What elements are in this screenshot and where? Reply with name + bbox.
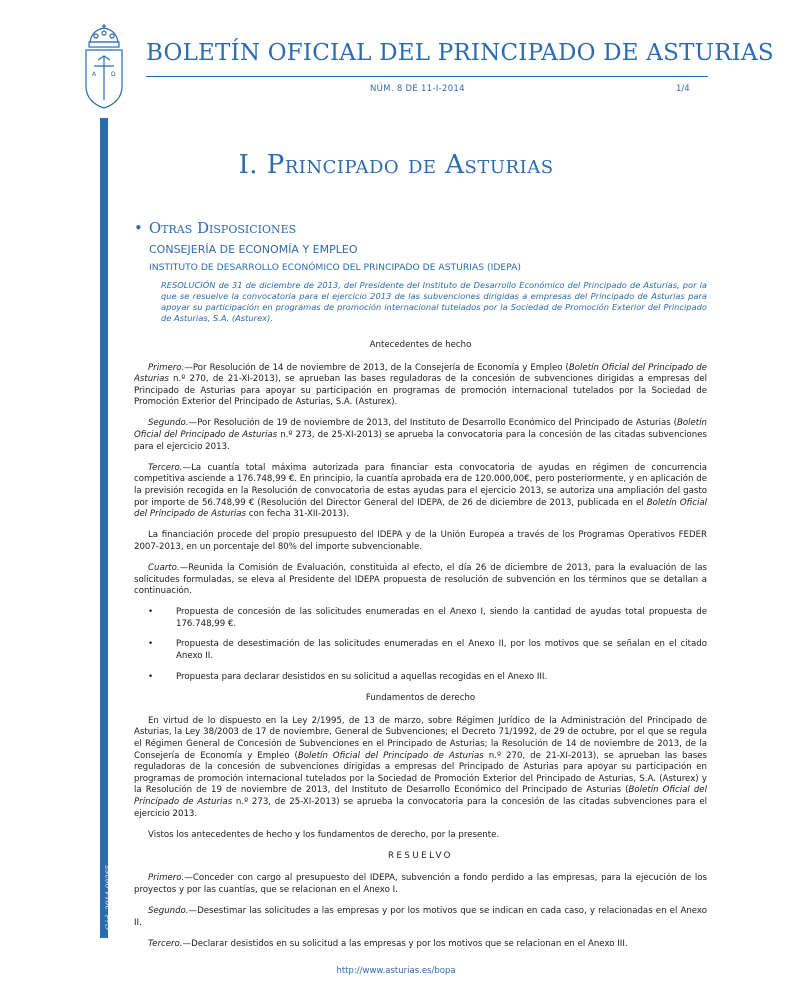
document-body: [134, 340, 707, 960]
subsection-title: [134, 219, 296, 237]
list-item: [134, 672, 707, 684]
lead: Tercero.: [148, 938, 183, 949]
bullet-icon: •: [134, 219, 143, 237]
text: n.º 273, de 25-XI-2013) se aprueba la convocatoria para la concesión de las citadas subvenciones para el ejercicio 2013.: [134, 796, 707, 819]
bullet-icon: •: [148, 671, 154, 682]
paragraph-resuelvo-primero: [134, 873, 707, 896]
journal-name: Boletín Oficial del Principado de Asturias: [134, 497, 707, 520]
paragraph-primero: [134, 363, 707, 409]
text: —Desestimar las solicitudes a las empresas y por los motivos que se indican en cada caso, y relacionadas en el Anexo II.: [134, 905, 707, 928]
lead: Segundo.: [148, 418, 189, 429]
bulletin-title: BOLETÍN OFICIAL DEL PRINCIPADO DE ASTURIAS: [146, 40, 774, 66]
text: —Por Resolución de 14 de noviembre de 2013, de la Consejería de Economía y Empleo (: [184, 362, 569, 373]
issue-number: NÚM. 8 DE 11-I-2014: [370, 84, 465, 94]
list-item-text: Propuesta para declarar desistidos en su solicitud a aquellas recogidas en el Anexo III.: [176, 671, 548, 682]
resuelvo-heading: RESUELVO: [388, 850, 453, 861]
text: —Por Resolución de 19 de noviembre de 2013, del Instituto de Desarrollo Económico del Principado de Asturias (: [188, 418, 677, 429]
instituto-name: INSTITUTO DE DESARROLLO ECONÓMICO DEL PRINCIPADO DE ASTURIAS (IDEPA): [149, 262, 522, 273]
paragraph-tercero: [134, 463, 707, 521]
text: n.º 270, de 21-XI-2013), se aprueban las bases reguladoras de la concesión de subvenciones dirigidas a empresas del Principado de Asturias para apoyar su participación en programas de promoción internacional tutelados por la Sociedad de Promoción Exterior del Principado de Asturias, S.A. (Asturex) y la Resolución de 19 de noviembre de 2013, del Instituto de Desarrollo Económico del Principado de Asturias (: [134, 750, 708, 796]
section-title: I. Principado de Asturias: [238, 150, 554, 180]
list-item-text: Propuesta de desestimación de las solicitudes enumeradas en el Anexo II, por los motivos que se señalan en el citado Anexo II.: [176, 639, 707, 661]
lead: Tercero.: [148, 462, 183, 473]
paragraph-segundo: [134, 418, 707, 453]
paragraph-financiacion: La financiación procede del propio presupuesto del IDEPA y de la Unión Europea a través de los Programas Operativos FEDER 2007-2013, en un porcentaje del 80% del importe subvencionable.: [134, 530, 707, 552]
list-item: [134, 607, 707, 630]
paragraph-resuelvo-tercero: [134, 939, 707, 951]
resolution-summary: RESOLUCIÓN de 31 de diciembre de 2013, del Presidente del Instituto de Desarrollo Económico del Principado de Asturias, por la que se resuelve la convocatoria para el ejercicio 2013 de las subvenciones dirigidas a empresas del Principado de Asturias para apoyar su participación en programas de promoción internacional tutelados por la Sociedad de Promoción Exterior del Principado de Asturias, S.A. (Asturex).: [161, 280, 707, 323]
text: —Declarar desistidos en su solicitud a las empresas y por los motivos que se relacionan en el Anexo III.: [182, 938, 628, 949]
side-bar: [100, 118, 108, 938]
journal-name: Boletín Oficial del Principado de Asturias: [134, 418, 707, 441]
coat-of-arms-icon: [80, 24, 128, 110]
svg-text:Ω: Ω: [111, 71, 116, 78]
antecedentes-heading: Antecedentes de hecho: [369, 340, 472, 350]
journal-name: Boletín Oficial del Principado de Asturias: [297, 750, 484, 761]
journal-name: Boletín Oficial del Principado de Asturias: [134, 362, 707, 385]
text: n.º 273, de 25-XI-2013) se aprueba la convocatoria para la concesión de las citadas subvenciones para el ejercicio 2013.: [134, 430, 707, 452]
text: —Conceder con cargo al presupuesto del IDEPA, subvención a fondo perdido a las empresas, para la ejecución de los proyectos y por las cuantías, que se relacionan en el Anexo I.: [134, 873, 707, 895]
lead: Segundo.: [148, 905, 189, 916]
list-item: [134, 639, 707, 662]
text: En virtud de lo dispuesto en la Ley 2/1995, de 13 de marzo, sobre Régimen Jurídico de la Administración del Principado de Asturias, la Ley 38/2003 de 17 de noviembre, General de Subvenciones; el Decreto 71/1992, de 29 de octubre, por el que se regula el Régimen General de Concesión de Subvenciones en el Principado de Asturias; la Resolución de 14 de noviembre de 2013, de la Consejería de Economía y Empleo (: [134, 715, 707, 761]
header-divider: [146, 76, 708, 77]
proposal-list: [134, 607, 707, 683]
lead: Primero.: [148, 362, 185, 373]
text: —La cuantía total máxima autorizada para financiar esta convocatoria de ayudas en régimen de concurrencia competitiva asciende a 176.748,99 €. En principio, la cuantía aprobada era de 120.000,00€, pero posteriormente, y en aplicación de la previsión recogida en la Resolución de convocatoria de estas ayudas para el ejercicio 2013, se autoriza una ampliación del gasto por importe de 56.748,99 € (Resolución del Director General del IDEPA, de 26 de diciembre de 2013, publicada en el: [134, 462, 707, 508]
text: con fecha 31-XII-2013).: [246, 509, 349, 520]
paragraph-fundamentos: [134, 716, 707, 820]
journal-name: Boletín Oficial del Principado de Asturias: [134, 785, 707, 807]
document-code: Cód. 2014-00265: [104, 864, 113, 930]
fundamentos-heading: Fundamentos de derecho: [365, 693, 476, 704]
list-item-text: Propuesta de concesión de las solicitudes enumeradas en el Anexo I, siendo la cantidad de ayudas total propuesta de 176.748,99 €.: [176, 607, 707, 629]
footer-link[interactable]: http://www.asturias.es/bopa: [336, 966, 456, 976]
svg-text:A: A: [92, 71, 97, 78]
paragraph-cuarto: [134, 563, 707, 598]
lead: Cuarto.: [148, 562, 180, 573]
bullet-icon: •: [148, 639, 154, 650]
subsection-label: Otras Disposiciones: [148, 219, 297, 237]
text: —Reunida la Comisión de Evaluación, constituida al efecto, el día 26 de diciembre de 2013, para la evaluación de las solicitudes formuladas, se eleva al Presidente del IDEPA propuesta de resolución de subvención en los términos que se detallan a continuación.: [134, 562, 707, 597]
paragraph-resuelvo-segundo: [134, 906, 707, 929]
page-number: 1/4: [676, 84, 690, 94]
lead: Primero.: [148, 873, 185, 884]
consejeria-name: CONSEJERÍA DE ECONOMÍA Y EMPLEO: [149, 243, 358, 256]
bullet-icon: •: [148, 607, 154, 618]
paragraph-vistos: Vistos los antecedentes de hecho y los fundamentos de derecho, por la presente.: [148, 829, 500, 840]
text: n.º 270, de 21-XI-2013), se aprueban las bases reguladoras de la concesión de subvenciones dirigidas a empresas del Principado de Asturias para apoyar su participación en programas de promoción internacional tutelados por la Sociedad de Promoción Exterior del Principado de Asturias, S.A. (Asturex).: [134, 374, 707, 408]
